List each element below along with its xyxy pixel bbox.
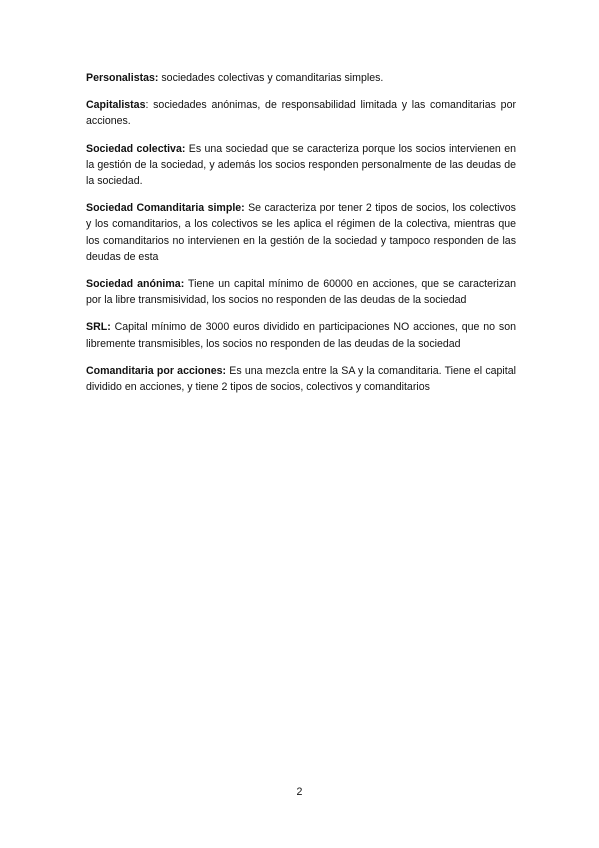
- paragraph-comanditaria-acciones: [86, 363, 516, 395]
- paragraph-text: Capital mínimo de 3000 euros dividido en participaciones NO acciones, que no son libremente transmisibles, los socios no responden de las deudas de la sociedad: [86, 321, 516, 350]
- paragraph-comanditaria-simple: [86, 200, 516, 265]
- term-label: Sociedad colectiva:: [86, 142, 186, 155]
- document-body: [86, 70, 516, 406]
- term-label: Sociedad Comanditaria simple:: [86, 202, 245, 215]
- paragraph-srl: [86, 319, 516, 351]
- paragraph-sociedad-colectiva: [86, 141, 516, 190]
- paragraph-text: sociedades colectivas y comanditarias simples.: [158, 72, 384, 84]
- term-label: Comanditaria por acciones:: [86, 364, 227, 377]
- term-label: Sociedad anónima:: [86, 278, 185, 291]
- paragraph-text: Tiene un capital mínimo de 60000 en acciones, que se caracterizan por la libre transmisividad, los socios no responden de las deudas de la sociedad: [86, 278, 516, 307]
- paragraph-text: Se caracteriza por tener 2 tipos de socios, los colectivos y los comanditarios, a los colectivos se les aplica el régimen de la colectiva, mientras que los comanditarios no intervienen en la gestión de la sociedad y tampoco responden de las deudas de esta: [86, 202, 516, 263]
- page-number: 2: [296, 786, 303, 798]
- paragraph-capitalistas: [86, 97, 516, 129]
- paragraph-text: Es una sociedad que se caracteriza porque los socios intervienen en la gestión de la sociedad, y además los socios responden personalmente de las deudas de la sociedad.: [86, 142, 516, 188]
- paragraph-text: Es una mezcla entre la SA y la comanditaria. Tiene el capital dividido en acciones, y tiene 2 tipos de socios, colectivos y comanditarios: [86, 364, 516, 394]
- term-label: Capitalistas: [86, 99, 146, 112]
- paragraph-sociedad-anonima: [86, 276, 516, 308]
- paragraph-text: : sociedades anónimas, de responsabilidad limitada y las comanditarias por acciones.: [86, 99, 516, 128]
- term-label: SRL:: [86, 321, 111, 334]
- paragraph-personalistas: [86, 70, 516, 86]
- term-label: Personalistas:: [86, 72, 159, 84]
